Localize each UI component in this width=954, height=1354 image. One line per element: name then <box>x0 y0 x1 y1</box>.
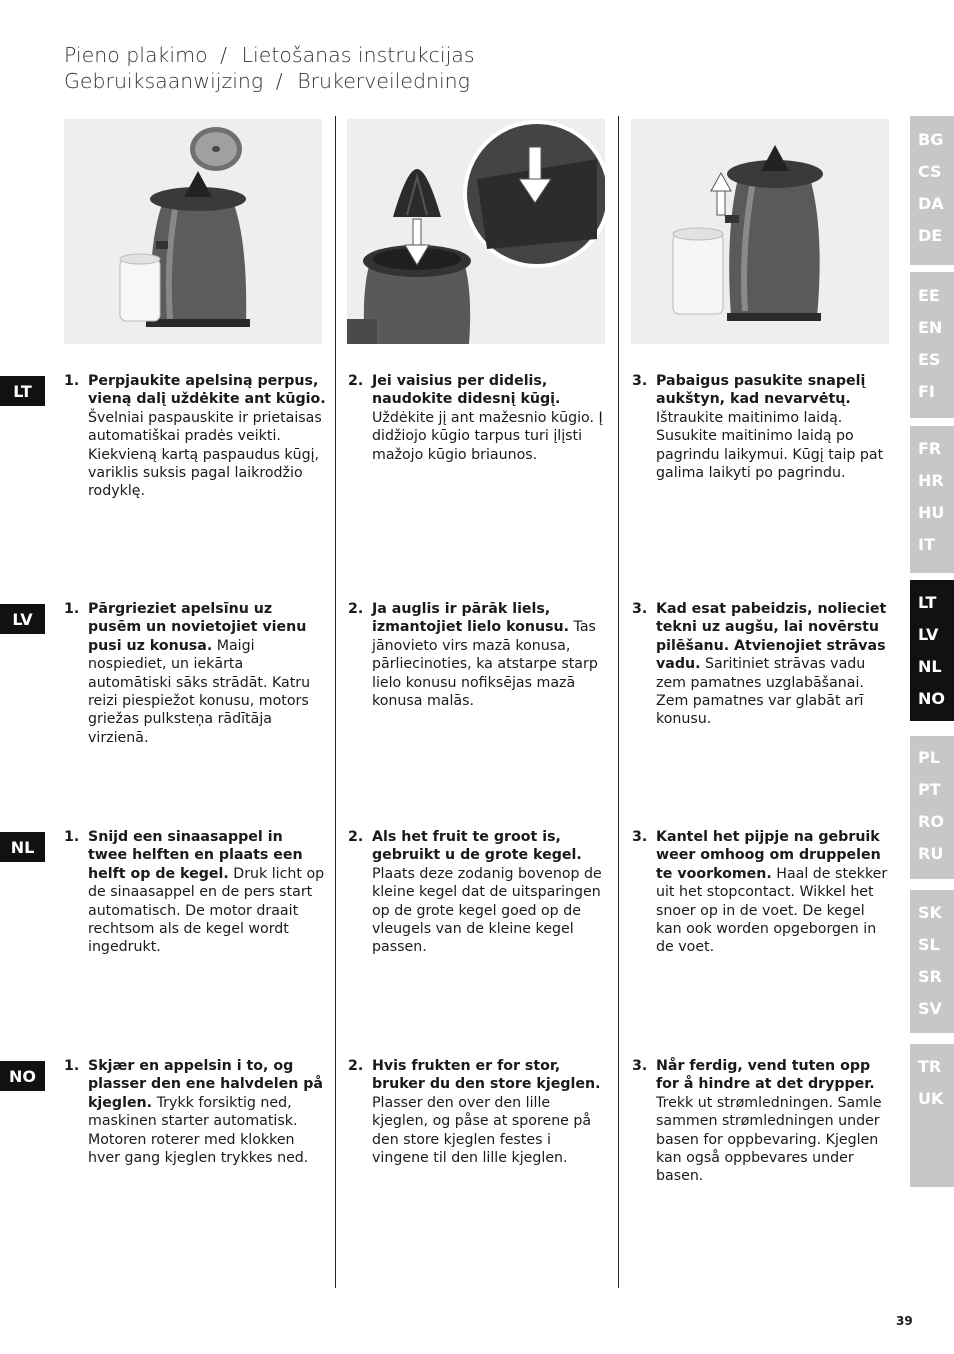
sidebar-group-2 <box>910 272 954 418</box>
juicer-with-orange-half <box>64 119 322 344</box>
lt-step-2: 2. Jei vaisius per didelis, naudokite didesnį kūgį. Uždėkite jį ant mažesnio kūgio. Į didžiojo kūgio tarpus turi įlįsti mažojo kūgio briaunos. <box>348 373 603 463</box>
nl-step-2: 2. Als het fruit te groot is, gebruikt u de grote kegel. Plaats deze zodanig bovenop de kleine kegel dat de uitsparingen op de grote kegel goed op de vleugels van de kleine kegel passen. <box>348 829 602 956</box>
sidebar-group-3 <box>910 426 954 573</box>
lt-step-3: 3. Pabaigus pasukite snapelį aukštyn, kad nevarvėtų. Ištraukite maitinimo laidą. Susukite maitinimo laidą po pagrindu laikymui. Kūgį taip pat galima laikyti po pagrindu. <box>632 373 884 482</box>
sidebar-group-7 <box>910 1044 954 1187</box>
juicer-cone-swap-detail <box>347 119 605 344</box>
nl-step-3: 3. Kantel het pijpje na gebruik weer omhoog om druppelen te voorkomen. Haal de stekker uit het stopcontact. Wikkel het snoer op in de voet. De kegel kan ook worden opgeborgen in de voet. <box>632 829 888 956</box>
language-tag-lv: LV <box>0 604 45 634</box>
sidebar-item-ru[interactable]: RU <box>918 844 944 863</box>
sidebar-group-1 <box>910 116 954 265</box>
sidebar-item-hr[interactable]: HR <box>918 471 944 490</box>
language-tag-nl: NL <box>0 832 45 862</box>
sidebar-item-nl[interactable]: NL <box>918 657 942 676</box>
sidebar-item-en[interactable]: EN <box>918 318 943 337</box>
no-step-3: 3. Når ferdig, vend tuten opp for å hindre at det drypper. Trekk ut strømledningen. Samle sammen strømledningen under basen for oppbevaring. Kjeglen kan også oppbevares under basen. <box>632 1058 882 1185</box>
page-title <box>64 42 475 94</box>
sidebar-item-uk[interactable]: UK <box>918 1089 944 1108</box>
sidebar-item-sk[interactable]: SK <box>918 903 942 922</box>
sidebar-item-de[interactable]: DE <box>918 226 943 245</box>
sidebar-item-it[interactable]: IT <box>918 535 935 554</box>
sidebar-group-5 <box>910 736 954 879</box>
sidebar-item-sl[interactable]: SL <box>918 935 940 954</box>
sidebar-item-pl[interactable]: PL <box>918 748 940 767</box>
column-divider <box>335 116 336 1288</box>
lv-step-2: 2. Ja auglis ir pārāk liels, izmantojiet lielo konusu. Tas jānovieto virs mazā konusa, pārliecinoties, ka atstarpe starp lielo konusu nofiksējas mazā konusa malās. <box>348 601 598 710</box>
sidebar-item-sv[interactable]: SV <box>918 999 942 1018</box>
sidebar-group-4-active <box>910 580 954 721</box>
sidebar-item-sr[interactable]: SR <box>918 967 942 986</box>
sidebar-item-es[interactable]: ES <box>918 350 941 369</box>
language-tag-no: NO <box>0 1061 45 1091</box>
sidebar-item-lv[interactable]: LV <box>918 625 939 644</box>
sidebar-item-fi[interactable]: FI <box>918 382 935 401</box>
sidebar-item-da[interactable]: DA <box>918 194 944 213</box>
juicer-spout-raised <box>631 119 889 344</box>
no-step-1: 1. Skjær en appelsin i to, og plasser den ene halvdelen på kjeglen. Trykk forsiktig ned, maskinen starter automatisk. Motoren roterer med klokken hver gang kjeglen trykkes ned. <box>64 1058 323 1167</box>
title-line-1: Pieno plakimo / Lietošanas instrukcijas <box>64 43 475 67</box>
lv-step-3: 3. Kad esat pabeidzis, nolieciet tekni uz augšu, lai novērstu pilēšanu. Atvienojiet strāvas vadu. Saritiniet strāvas vadu zem pamatnes uzglabāšanai. Zem pamatnes var glabāt arī konusu. <box>632 601 887 728</box>
lt-step-1: 1. Perpjaukite apelsiną perpus, vieną dalį uždėkite ant kūgio. Švelniai paspauskite ir prietaisas automatiškai pradės veikti. Kiekvieną kartą paspaudus kūgį, variklis suksis pagal laikrodžio rodyklę. <box>64 373 326 500</box>
lv-step-1: 1. Pārgrieziet apelsīnu uz pusēm un novietojiet vienu pusi uz konusa. Maigi nospiediet, un iekārta automātiski sāks strādāt. Katru reizi piespiežot konusu, motors griežas pulksteņa rādītāja virzienā. <box>64 601 311 746</box>
nl-step-1: 1. Snijd een sinaasappel in twee helften en plaats een helft op de kegel. Druk licht op de sinaasappel en de pers start automatisch. De motor draait rechtsom als de kegel wordt ingedrukt. <box>64 829 325 956</box>
column-divider <box>618 116 619 1288</box>
sidebar-item-tr[interactable]: TR <box>918 1057 942 1076</box>
sidebar-item-lt[interactable]: LT <box>918 593 937 612</box>
sidebar-item-ee[interactable]: EE <box>918 286 940 305</box>
sidebar-item-fr[interactable]: FR <box>918 439 942 458</box>
sidebar-item-pt[interactable]: PT <box>918 780 941 799</box>
sidebar-item-ro[interactable]: RO <box>918 812 944 831</box>
sidebar-item-cs[interactable]: CS <box>918 162 942 181</box>
title-line-2: Gebruiksaanwijzing / Brukerveiledning <box>64 69 470 93</box>
sidebar-item-bg[interactable]: BG <box>918 130 944 149</box>
sidebar-item-no[interactable]: NO <box>918 689 945 708</box>
page-number: 39 <box>896 1314 913 1328</box>
no-step-2: 2. Hvis frukten er for stor, bruker du den store kjeglen. Plasser den over den lille kjeglen, og påse at sporene på den store kjeglen festes i vingene til den lille kjeglen. <box>348 1058 601 1167</box>
sidebar-item-hu[interactable]: HU <box>918 503 945 522</box>
sidebar-group-6 <box>910 890 954 1033</box>
language-tag-lt: LT <box>0 376 45 406</box>
